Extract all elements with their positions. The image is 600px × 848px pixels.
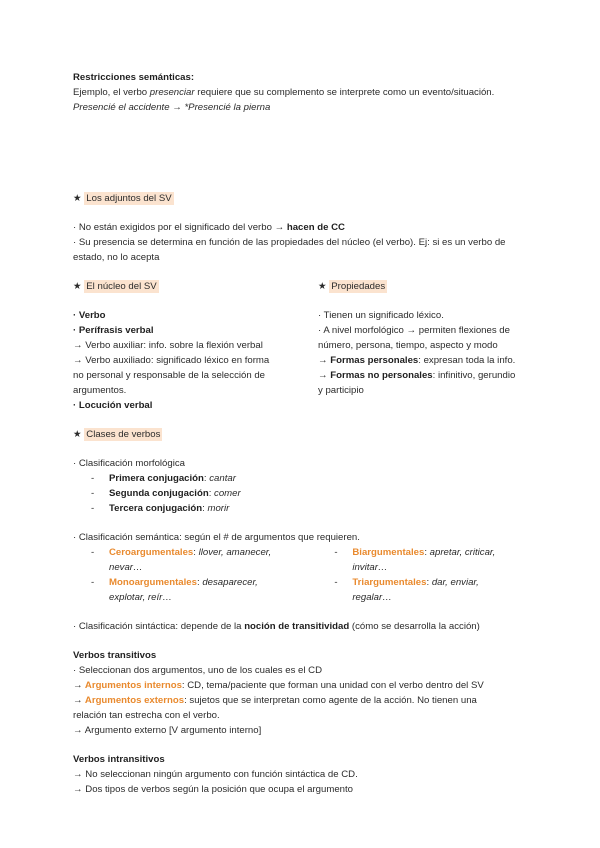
argumentos-externos-label: Argumentos externos xyxy=(84,695,185,706)
star-icon: ★ xyxy=(73,429,82,440)
clasificacion-morfologica: · Clasificación morfológica xyxy=(73,458,185,469)
propiedades-line-2: · A nivel morfológico → permiten flexiones de xyxy=(318,325,510,336)
bi-examples: apretar, criticar, xyxy=(429,547,496,558)
semantica-right xyxy=(334,545,533,605)
clases-heading-text: Clases de verbos xyxy=(86,429,161,440)
tri-examples: dar, enviar, xyxy=(431,577,479,588)
propiedades-line-1: · Tienen un significado léxico. xyxy=(318,310,444,321)
restricciones-example xyxy=(73,85,533,100)
document-page xyxy=(73,70,533,797)
formas-personales-text: : expresan toda la info. xyxy=(418,355,516,366)
nucleo-perifrasis: · Perífrasis verbal xyxy=(73,325,154,336)
nucleo-auxiliado-1: → Verbo auxiliado: significado léxico en forma xyxy=(73,355,270,366)
clases-heading xyxy=(73,427,533,442)
propiedades-column xyxy=(318,279,533,413)
semantica-grid xyxy=(73,545,533,605)
clasificacion-semantica: · Clasificación semántica: según el # de argumentos que requieren. xyxy=(73,532,360,543)
conj-label: Tercera conjugación xyxy=(109,503,203,514)
adjuntos-line-1 xyxy=(73,220,533,235)
list-item: - Biargumentales: apretar, criticar, xyxy=(334,545,533,560)
nucleo-verbo: · Verbo xyxy=(73,310,106,321)
argumentos-externos xyxy=(73,693,533,708)
adjuntos-l1-bold: hacen de CC xyxy=(286,222,345,233)
restricciones-example-2: Presencié el accidente → *Presencié la pierna xyxy=(73,102,271,113)
intransitivos-line-1: → No seleccionan ningún argumento con función sintáctica de CD. xyxy=(73,769,358,780)
bi-examples-2: invitar… xyxy=(352,562,388,573)
transitivos-line-1: · Seleccionan dos argumentos, uno de los cuales es el CD xyxy=(73,665,323,676)
star-icon: ★ xyxy=(73,193,82,204)
sint-text-rest: (cómo se desarrolla la acción) xyxy=(349,621,480,632)
example-text: Ejemplo, el verbo xyxy=(73,87,150,98)
conj-label: Segunda conjugación xyxy=(109,488,209,499)
list-item: - Monoargumentales: desaparecer, xyxy=(91,575,334,590)
propiedades-heading-text: Propiedades xyxy=(331,281,386,292)
list-item: - Tercera conjugación: morir xyxy=(91,501,533,516)
tri-examples-2: regalar… xyxy=(352,592,392,603)
adjuntos-line-3: estado, no lo acepta xyxy=(73,252,160,263)
star-icon: ★ xyxy=(73,281,82,292)
arrow-icon: → xyxy=(73,695,85,706)
nucleo-auxiliado-2: no personal y responsable de la selección de xyxy=(73,370,266,381)
propiedades-heading xyxy=(318,279,533,294)
propiedades-line-6: y participio xyxy=(318,385,364,396)
conj-example: cantar xyxy=(209,473,236,484)
argumentos-internos-text: : CD, tema/paciente que forman una unidad con el verbo dentro del SV xyxy=(181,680,484,691)
ceroargumentales-label: Ceroargumentales xyxy=(109,547,194,558)
example-text-rest: requiere que su complemento se interprete como un evento/situación. xyxy=(194,87,495,98)
adjuntos-heading-text: Los adjuntos del SV xyxy=(86,193,172,204)
adjuntos-l1-text: · No están exigidos por el significado del verbo → xyxy=(73,222,287,233)
transitivos-title: Verbos transitivos xyxy=(73,650,157,661)
nucleo-heading xyxy=(73,279,318,294)
mono-examples: desaparecer, xyxy=(202,577,258,588)
triargumentales-label: Triargumentales xyxy=(352,577,427,588)
arrow-icon: → xyxy=(73,680,85,691)
conj-example: comer xyxy=(214,488,241,499)
nucleo-heading-text: El núcleo del SV xyxy=(86,281,157,292)
nucleo-locucion: · Locución verbal xyxy=(73,400,153,411)
semantica-left xyxy=(91,545,334,605)
formas-personales-label: → Formas personales xyxy=(318,355,419,366)
adjuntos-line-2: · Su presencia se determina en función de las propiedades del núcleo (el verbo). Ej: si es un verbo de xyxy=(73,237,506,248)
biargumentales-label: Biargumentales xyxy=(352,547,425,558)
propiedades-line-3: número, persona, tiempo, aspecto y modo xyxy=(318,340,498,351)
list-item: - Segunda conjugación: comer xyxy=(91,486,533,501)
propiedades-line-4 xyxy=(318,353,533,368)
conjugaciones-list xyxy=(73,471,533,516)
mono-examples-2: explotar, reír… xyxy=(109,592,172,603)
argumentos-externos-text: : sujetos que se interpretan como agente de la acción. No tienen una xyxy=(184,695,477,706)
argumentos-internos xyxy=(73,678,533,693)
nucleo-column xyxy=(73,279,318,413)
argumentos-internos-label: Argumentos internos xyxy=(84,680,182,691)
restricciones-title: Restricciones semánticas: xyxy=(73,72,195,83)
nucleo-auxiliado-3: argumentos. xyxy=(73,385,127,396)
star-icon: ★ xyxy=(318,281,327,292)
cero-examples: llover, amanecer, xyxy=(198,547,272,558)
conj-label: Primera conjugación xyxy=(109,473,204,484)
monoargumentales-label: Monoargumentales xyxy=(109,577,197,588)
example-verb: presenciar xyxy=(149,87,195,98)
cero-examples-2: nevar… xyxy=(109,562,143,573)
intransitivos-title: Verbos intransitivos xyxy=(73,754,165,765)
propiedades-line-5 xyxy=(318,368,533,383)
sint-bold: noción de transitividad xyxy=(244,621,350,632)
formas-no-personales-text: : infinitivo, gerundio xyxy=(432,370,516,381)
adjuntos-heading xyxy=(73,191,533,206)
list-item: - Triargumentales: dar, enviar, xyxy=(334,575,533,590)
formas-no-personales-label: → Formas no personales xyxy=(318,370,433,381)
sint-text: · Clasificación sintáctica: depende de la xyxy=(73,621,245,632)
intransitivos-line-2: → Dos tipos de verbos según la posición que ocupa el argumento xyxy=(73,784,353,795)
argumentos-externos-2: relación tan estrecha con el verbo. xyxy=(73,710,220,721)
list-item: - Ceroargumentales: llover, amanecer, xyxy=(91,545,334,560)
nucleo-auxiliar: → Verbo auxiliar: info. sobre la flexión verbal xyxy=(73,340,263,351)
list-item: - Primera conjugación: cantar xyxy=(91,471,533,486)
transitivos-line-4: → Argumento externo [V argumento interno] xyxy=(73,725,262,736)
nucleo-propiedades-columns xyxy=(73,279,533,413)
clasificacion-sintactica xyxy=(73,619,533,634)
conj-example: morir xyxy=(207,503,230,514)
